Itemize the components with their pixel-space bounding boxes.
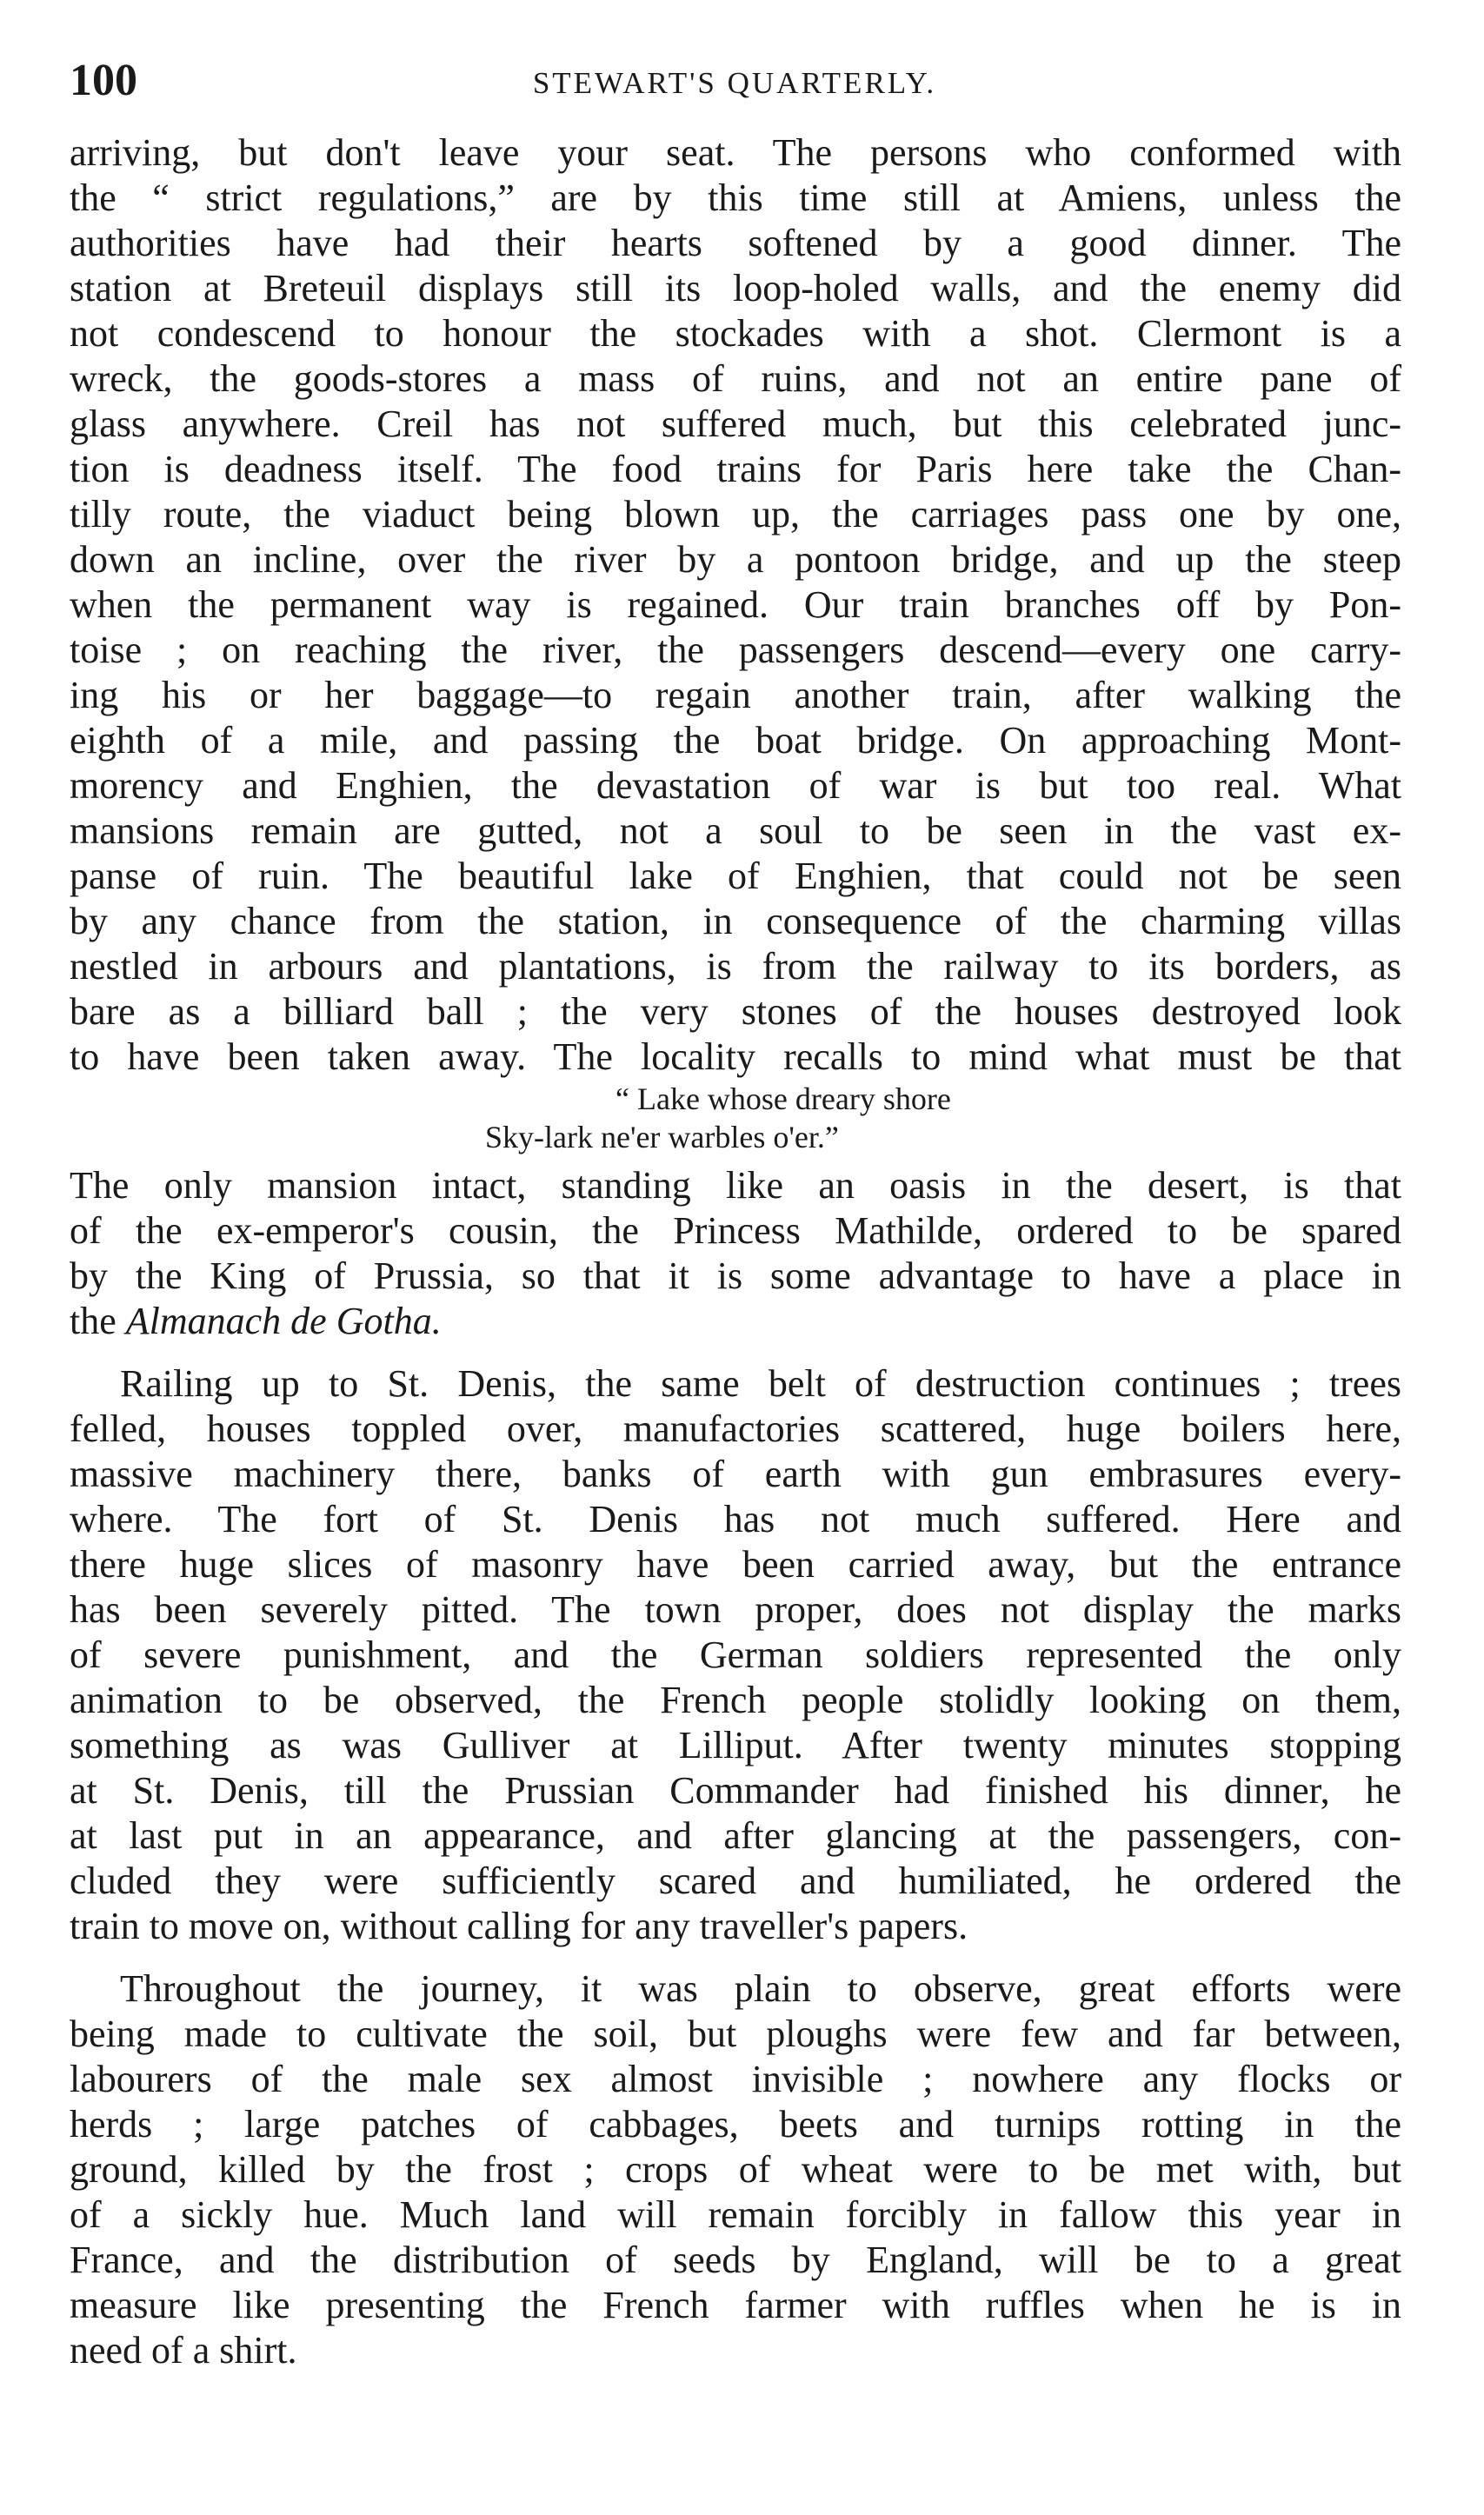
text-line: has been severely pitted. The town proper, does not display the marks [70, 1588, 1401, 1631]
text-line: France, and the distribution of seeds by England, will be to a great [70, 2239, 1401, 2281]
page-header [70, 50, 1400, 111]
text-line: of a sickly hue. Much land will remain forcibly in fallow this year in [70, 2193, 1401, 2236]
text-line: at St. Denis, till the Prussian Commander had finished his dinner, he [70, 1769, 1401, 1812]
text-line: mansions remain are gutted, not a soul to be seen in the vast ex- [70, 809, 1401, 852]
running-head: STEWART'S QUARTERLY. [532, 66, 937, 100]
text-line [70, 1299, 1401, 1344]
text-line: massive machinery there, banks of earth with gun embrasures every- [70, 1453, 1401, 1495]
text-line: animation to be observed, the French people stolidly looking on them, [70, 1679, 1401, 1721]
text-line: at last put in an appearance, and after glancing at the passengers, con- [70, 1814, 1401, 1857]
text-line: Throughout the journey, it was plain to observe, great efforts were [120, 1967, 1401, 2010]
verse-quote [70, 1080, 1401, 1156]
text-line: to have been taken away. The locality recalls to mind what must be that [70, 1035, 1401, 1078]
text-line: authorities have had their hearts softened by a good dinner. The [70, 222, 1401, 264]
text-line: ing his or her baggage—to regain another train, after walking the [70, 674, 1401, 716]
paragraph [70, 1361, 1401, 1949]
text-line: train to move on, without calling for any traveller's papers. [70, 1905, 968, 1947]
paragraph [70, 130, 1401, 1080]
paragraph [70, 1163, 1401, 1344]
text-line: of the ex-emperor's cousin, the Princess Mathilde, ordered to be spared [70, 1209, 1401, 1252]
text-line: felled, houses toppled over, manufactories scattered, huge boilers here, [70, 1407, 1401, 1450]
text-line: something as was Gulliver at Lilliput. After twenty minutes stopping [70, 1724, 1401, 1766]
text-line: tion is deadness itself. The food trains for Paris here take the Chan- [70, 448, 1401, 490]
text-line: Railing up to St. Denis, the same belt of destruction continues ; trees [120, 1362, 1401, 1405]
text-line: morency and Enghien, the devastation of war is but too real. What [70, 764, 1401, 807]
text-line: down an incline, over the river by a pontoon bridge, and up the steep [70, 538, 1401, 581]
text-line: eighth of a mile, and passing the boat bridge. On approaching Mont- [70, 719, 1401, 762]
text-fragment: the [70, 1300, 126, 1342]
text-line: bare as a billiard ball ; the very stones of the houses destroyed look [70, 990, 1401, 1033]
body-text [70, 130, 1401, 2373]
text-line: station at Breteuil displays still its loop-holed walls, and the enemy did [70, 267, 1401, 309]
text-line: need of a shirt. [70, 2329, 297, 2372]
italic-title: Almanach de Gotha. [125, 1300, 442, 1342]
text-line: herds ; large patches of cabbages, beets and turnips rotting in the [70, 2103, 1401, 2146]
text-line: the “ strict regulations,” are by this time still at Amiens, unless the [70, 176, 1401, 219]
quote-line: “ Lake whose dreary shore [616, 1081, 951, 1116]
text-line: panse of ruin. The beautiful lake of Enghien, that could not be seen [70, 855, 1401, 897]
text-line: wreck, the goods-stores a mass of ruins, and not an entire pane of [70, 357, 1401, 400]
text-line: tilly route, the viaduct being blown up, the carriages pass one by one, [70, 493, 1401, 536]
text-line: by any chance from the station, in consequence of the charming villas [70, 900, 1401, 942]
text-line: not condescend to honour the stockades with a shot. Clermont is a [70, 312, 1401, 355]
quote-line: Sky-lark ne'er warbles o'er.” [485, 1120, 839, 1154]
text-line: ground, killed by the frost ; crops of wheat were to be met with, but [70, 2148, 1401, 2191]
text-line: by the King of Prussia, so that it is some advantage to have a place in [70, 1254, 1401, 1297]
text-line: toise ; on reaching the river, the passengers descend—every one carry- [70, 629, 1401, 671]
text-line: there huge slices of masonry have been carried away, but the entrance [70, 1543, 1401, 1586]
text-line: arriving, but don't leave your seat. The persons who conformed with [70, 131, 1401, 174]
text-line: when the permanent way is regained. Our train branches off by Pon- [70, 583, 1401, 626]
text-line: nestled in arbours and plantations, is from the railway to its borders, as [70, 945, 1401, 988]
text-line: glass anywhere. Creil has not suffered much, but this celebrated junc- [70, 403, 1401, 445]
text-line: cluded they were sufficiently scared and humiliated, he ordered the [70, 1860, 1401, 1902]
paragraph [70, 1966, 1401, 2373]
page-number: 100 [70, 56, 137, 105]
text-line: being made to cultivate the soil, but ploughs were few and far between, [70, 2013, 1401, 2055]
text-line: measure like presenting the French farmer with ruffles when he is in [70, 2284, 1401, 2326]
text-line: labourers of the male sex almost invisible ; nowhere any flocks or [70, 2058, 1401, 2100]
text-line: of severe punishment, and the German soldiers represented the only [70, 1633, 1401, 1676]
text-line: where. The fort of St. Denis has not much suffered. Here and [70, 1498, 1401, 1540]
text-line: The only mansion intact, standing like an oasis in the desert, is that [70, 1164, 1401, 1207]
